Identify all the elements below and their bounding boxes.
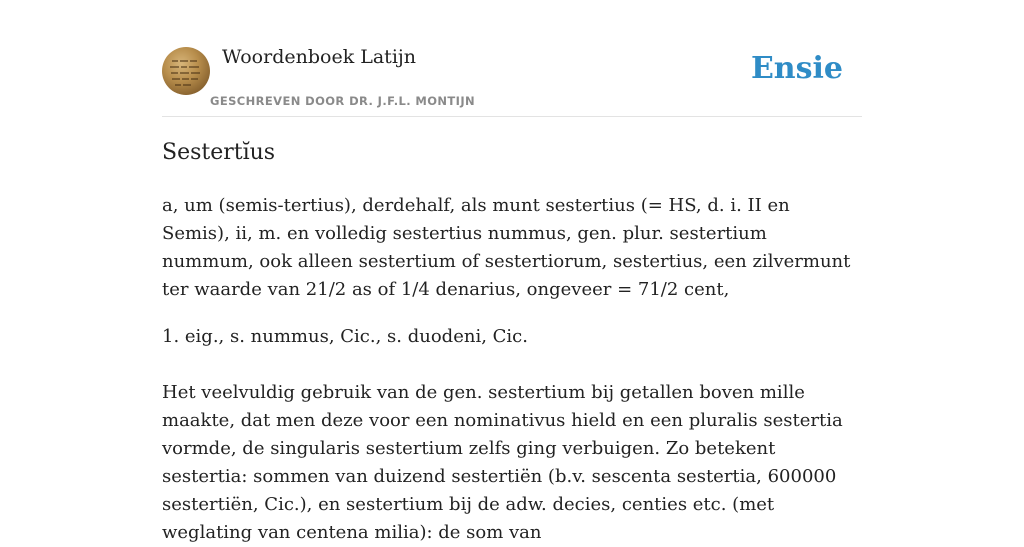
- coin-icon: [162, 47, 210, 95]
- ensie-logo-link[interactable]: Ensie: [750, 51, 843, 86]
- author-byline: GESCHREVEN DOOR DR. J.F.L. MONTIJN: [210, 94, 476, 108]
- entry-title: Sestertĭus: [162, 140, 276, 165]
- book-title[interactable]: Woordenboek Latijn: [222, 46, 417, 68]
- entry-paragraph: 1. eig., s. nummus, Cic., s. duodeni, Cic.: [162, 326, 528, 347]
- header: [162, 0, 862, 117]
- book-cover-avatar[interactable]: [162, 47, 210, 95]
- entry-paragraph: Het veelvuldig gebruik van de gen. sestertium bij getallen boven mille maakte, dat men deze voor een nominativus hield en een pluralis sestertia vormde, de singularis sestertium zelfs ging verbuigen. Zo betekent sestertia: sommen van duizend sestertiën (b.v. sescenta sestertia, 600000 sestertiën, Cic.), en sestertium bij de adw. decies, centies etc. (met weglating van centena milia): de som van: [162, 382, 843, 543]
- content-container: [162, 0, 862, 543]
- entry-paragraph: a, um (semis-tertius), derdehalf, als munt sestertius (= HS, d. i. II en Semis), ii, m. en volledig sestertius nummus, gen. plur. sestertium nummum, ook alleen sestertium of sestertiorum, sestertius, een zilvermunt ter waarde van 21/2 as of 1/4 denarius, ongeveer = 71/2 cent,: [162, 195, 851, 300]
